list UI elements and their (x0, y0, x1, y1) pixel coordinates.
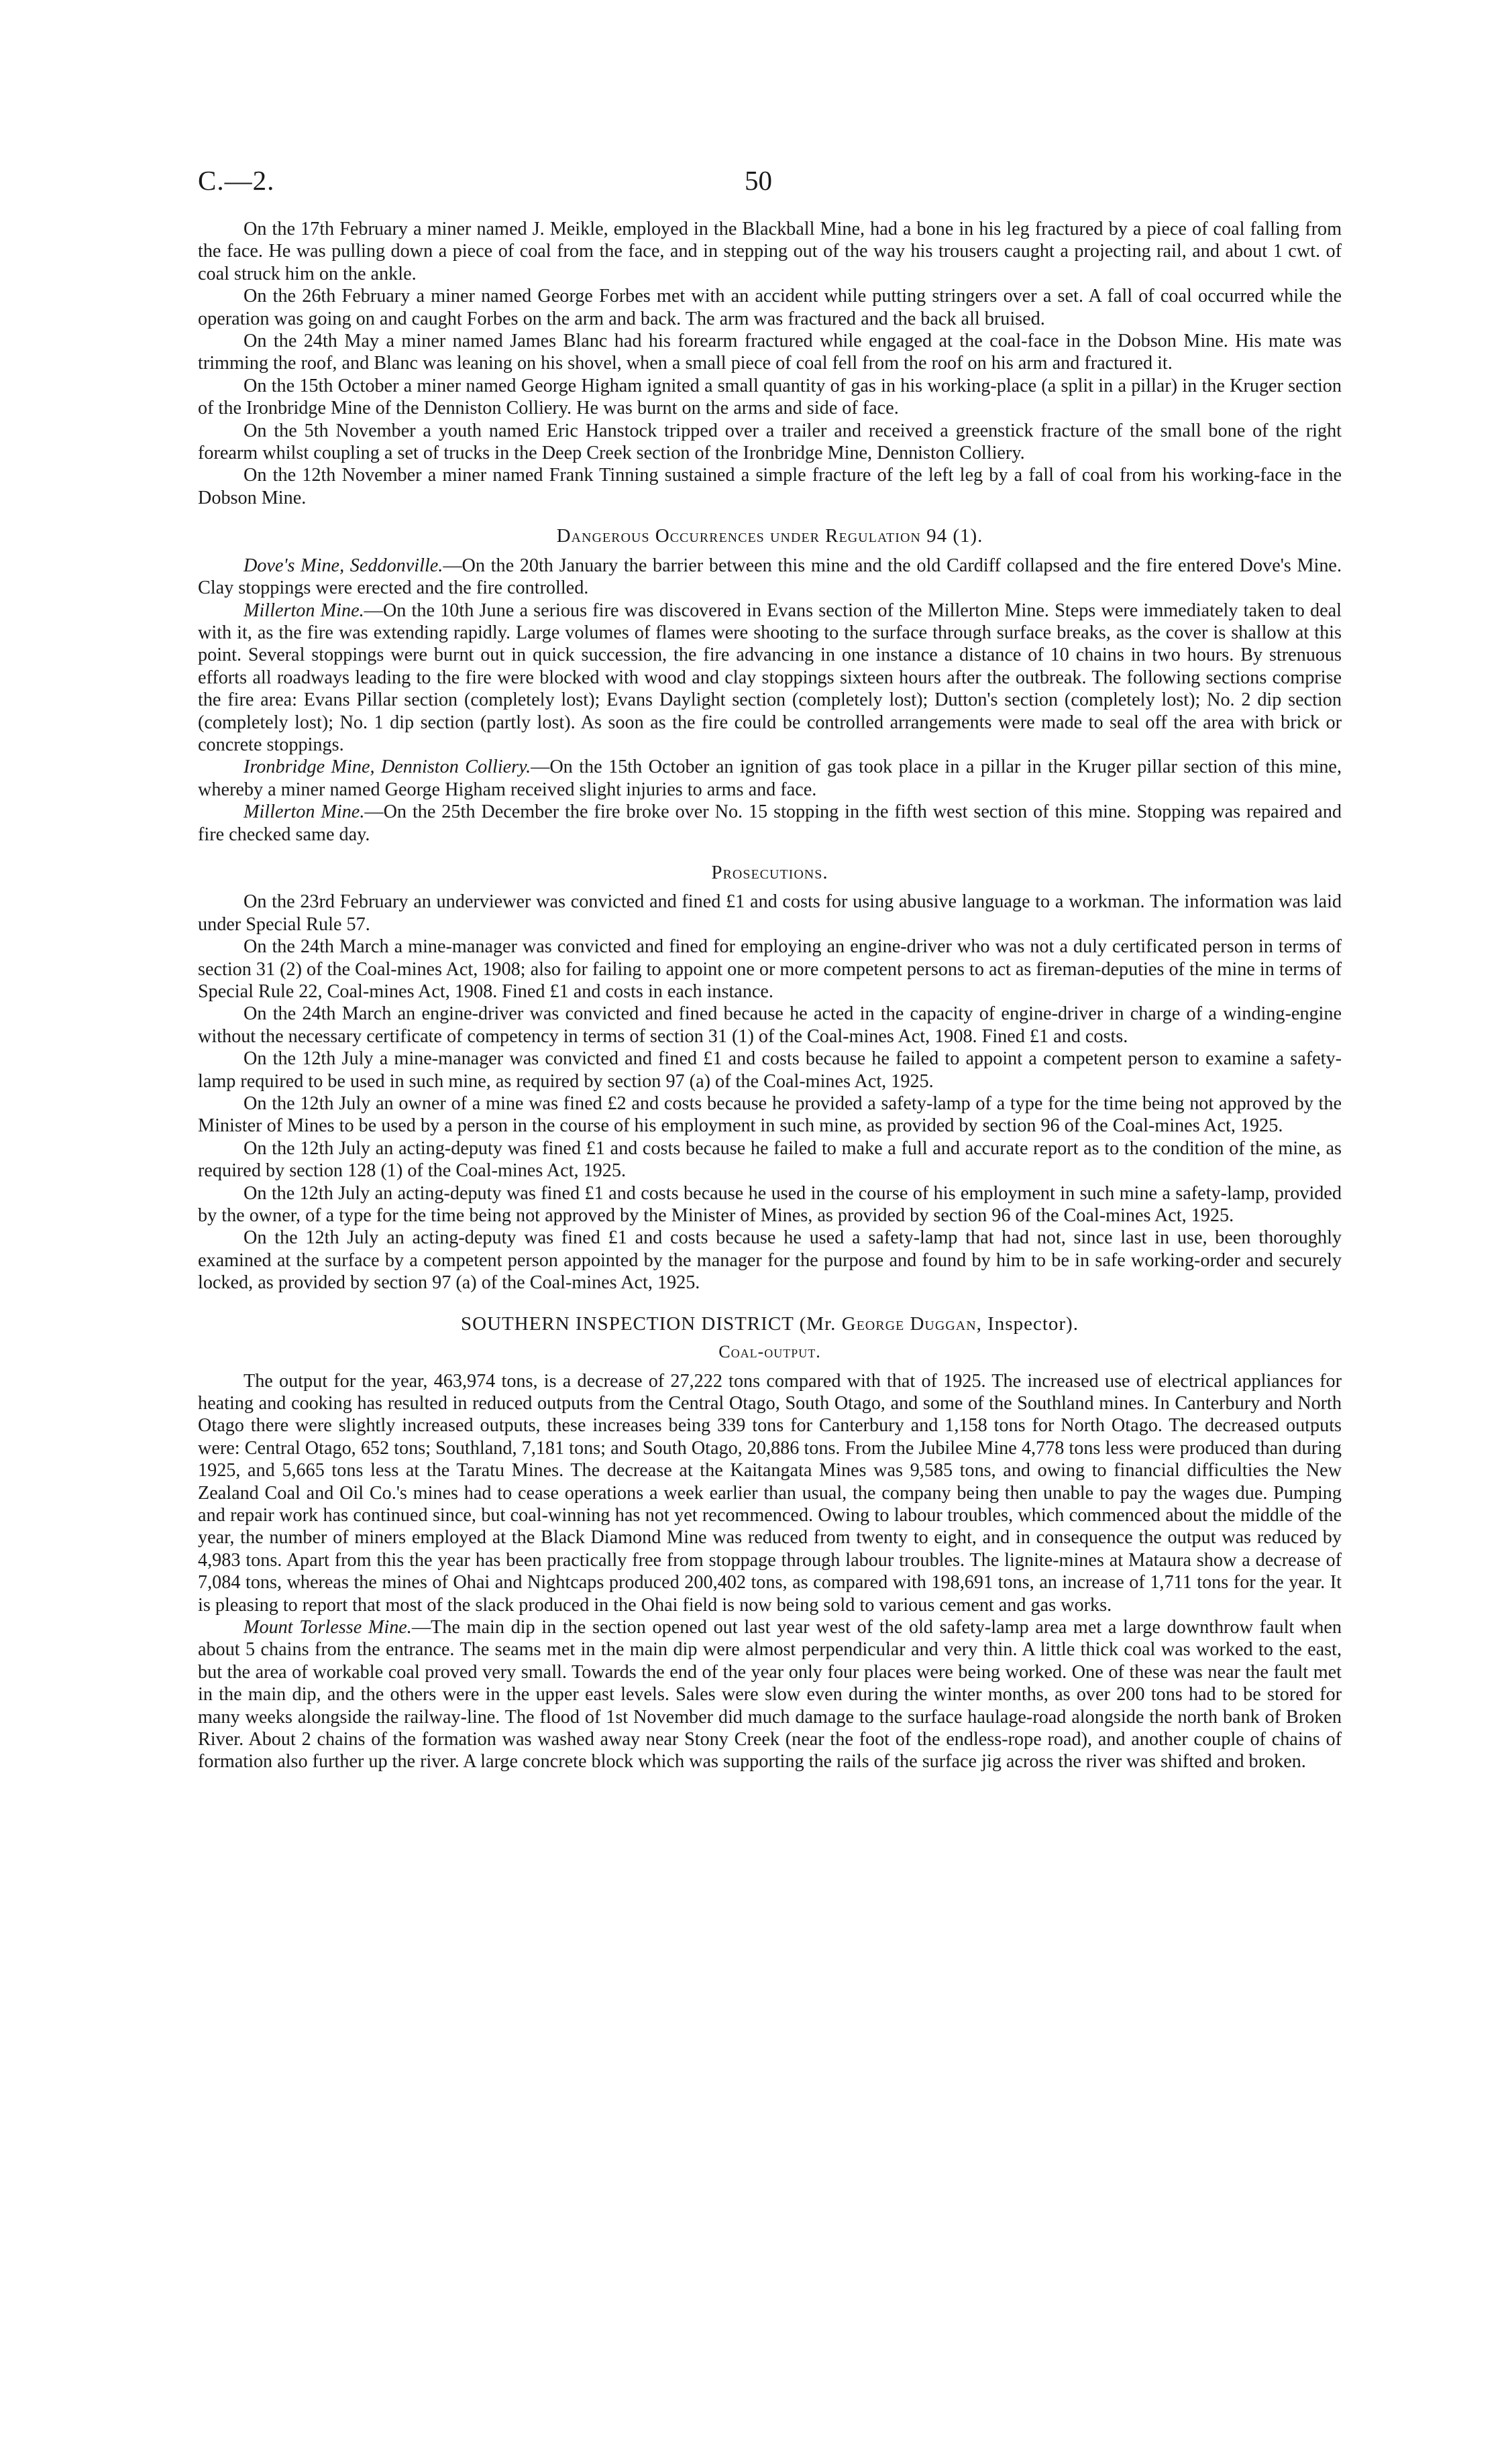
accident-paragraph: On the 17th February a miner named J. Meikle, employed in the Blackball Mine, had a bone in his leg fractured by a piece of coal falling from the face. He was pulling down a piece of coal from the face, and in stepping out of the way his trousers caught a projecting rail, and about 1 cwt. of coal struck him on the ankle. (198, 219, 1342, 284)
dangerous-occurrences-heading: Dangerous Occurrences under Regulation 94 (1). (556, 525, 983, 547)
prosecution-paragraph: On the 12th July an acting-deputy was fined £1 and costs because he used in the course of his employment in such mine a safety-lamp, provided by the owner, of a type for the time being not approved by the Minister of Mines, as provided by section 96 of the Coal-mines Act, 1925. (198, 1182, 1342, 1227)
coal-output-paragraph: The output for the year, 463,974 tons, is a decrease of 27,222 tons compared with that of 1925. The increased use of electrical appliances for heating and cooking has resulted in reduced outputs from the Central Otago, South Otago, and some of the Southland mines. In Canterbury and North Otago there were slightly increased outputs, these increases being 339 tons for Canterbury and 1,158 tons for North Otago. The decreased outputs were: Central Otago, 652 tons; Southland, 7,181 tons; and South Otago, 20,886 tons. From the Jubilee Mine 4,778 tons less were produced than during 1925, and 5,665 tons less at the Taratu Mines. The decrease at the Kaitangata Mines was 9,585 tons, and owing to financial difficulties the New Zealand Coal and Oil Co.'s mines had to cease operations a week earlier than usual, the company being then unable to pay the wages due. Pumping and repair work has continued since, but coal-winning has not yet recommenced. Owing to labour troubles, which commenced about the middle of the year, the number of miners employed at the Black Diamond Mine was reduced from twenty to eight, and in consequence the output was reduced by 4,983 tons. Apart from this the year has been practically free from stoppage through labour troubles. The lignite-mines at Mataura show a decrease of 7,084 tons, whereas the mines of Ohai and Nightcaps produced 200,402 tons, as compared with 198,691 tons, an increase of 1,711 tons for the year. It is pleasing to report that most of the slack produced in the Ohai field is now being sold to various cement and gas works. (198, 1370, 1342, 1616)
occurrence-mine-name: Ironbridge Mine, Denniston Colliery. (244, 757, 531, 778)
page-header (198, 164, 1342, 218)
torlesse-text: —The main dip in the section opened out last year west of the old safety-lamp area met a large downthrow fault when about 5 chains from the entrance. The seams met in the main dip were almost perpendicular and very thin. A little thick coal was worked to the east, but the area of workable coal proved very small. Towards the end of the year only four places were being worked. One of these was near the fault met in the main dip, and the others were in the upper east levels. Sales were slow even during the winter months, as over 200 tons had to be stored for many weeks alongside the railway-line. The flood of 1st November did much damage to the surface haulage-road alongside the north bank of Broken River. About 2 chains of the formation was washed away near Stony Creek (near the foot of the endless-rope road), and another couple of chains of formation also further up the river. A large concrete block which was supporting the rails of the surface jig across the river was shifted and broken. (198, 1616, 1342, 1773)
accident-paragraph: On the 26th February a miner named George Forbes met with an accident while putting stringers over a set. A fall of coal occurred while the operation was going on and caught Forbes on the arm and back. The arm was fractured and the back all bruised. (198, 286, 1342, 329)
document-page (198, 164, 1342, 1773)
occurrence-text: —On the 10th June a serious fire was discovered in Evans section of the Millerton Mine. Steps were immediately taken to deal with it, as the fire was extending rapidly. Large volumes of flames were shooting to the surface through surface breaks, as the cover is shallow at this point. Several stoppings were burnt out in quick succession, the fire advancing in one instance a distance of 10 chains in two hours. By strenuous efforts all roadways leading to the fire were blocked with wood and clay stoppings sixteen hours after the outbreak. The following sections comprise the fire area: Evans Pillar section (completely lost); Evans Daylight section (completely lost); Dutton's section (completely lost); No. 2 dip section (completely lost); No. 1 dip section (partly lost). As soon as the fire could be controlled arrangements were made to seal off the area with brick or concrete stoppings. (198, 600, 1342, 755)
prosecution-paragraph: On the 12th July an owner of a mine was fined £2 and costs because he provided a safety-lamp of a type for the time being not approved by the Minister of Mines to be used by a person in the course of his employment in such mine, as provided by section 96 of the Coal-mines Act, 1925. (198, 1093, 1342, 1137)
occurrence-text: —On the 20th January the barrier between this mine and the old Cardiff collapsed and the fire entered Dove's Mine. Clay stoppings were erected and the fire controlled. (198, 555, 1342, 599)
inspector-open: (Mr. (799, 1312, 842, 1335)
district-heading (198, 1313, 1342, 1335)
occurrence-mine-name: Dove's Mine, Seddonville. (244, 555, 443, 576)
torlesse-paragraph (198, 1616, 1342, 1773)
occurrence-paragraph (198, 801, 1342, 846)
torlesse-mine-name: Mount Torlesse Mine. (244, 1616, 412, 1638)
prosecutions-heading: Prosecutions. (711, 861, 828, 883)
page-number: 50 (745, 165, 772, 196)
occurrence-paragraph (198, 756, 1342, 801)
prosecution-paragraph: On the 24th March an engine-driver was convicted and fined because he acted in the capacity of engine-driver in charge of a winding-engine without the necessary certificate of competency in terms of section 31 (1) of the Coal-mines Act, 1908. Fined £1 and costs. (198, 1003, 1342, 1047)
occurrence-text: —On the 15th October an ignition of gas took place in a pillar in the Kruger pillar section of this mine, whereby a miner named George Higham received slight injuries to arms and face. (198, 757, 1342, 800)
accident-paragraph: On the 15th October a miner named George Higham ignited a small quantity of gas in his working-place (a split in a pillar) in the Kruger section of the Ironbridge Mine of the Denniston Colliery. He was burnt on the arms and side of face. (198, 375, 1342, 419)
accident-paragraph: On the 24th May a miner named James Blanc had his forearm fractured while engaged at the coal-face in the Dobson Mine. His mate was trimming the roof, and Blanc was leaning on his shovel, when a small piece of coal fell from the roof on his arm and fractured it. (198, 331, 1342, 374)
coal-output-heading: Coal-output. (718, 1342, 821, 1362)
accident-paragraph: On the 12th November a miner named Frank Tinning sustained a simple fracture of the left leg by a fall of coal from his working-face in the Dobson Mine. (198, 465, 1342, 508)
occurrence-text: —On the 25th December the fire broke over No. 15 stopping in the fifth west section of this mine. Stopping was repaired and fire checked same day. (198, 801, 1342, 845)
inspector-name: George Duggan (841, 1312, 977, 1335)
prosecution-paragraph: On the 24th March a mine-manager was convicted and fined for employing an engine-driver who was not a duly certificated person in terms of section 31 (2) of the Coal-mines Act, 1908; also for failing to appoint one or more competent persons to act as fireman-deputies of the mine in terms of Special Rule 22, Coal-mines Act, 1908. Fined £1 and costs in each instance. (198, 936, 1342, 1002)
inspector-close: , Inspector). (976, 1312, 1079, 1335)
prosecution-paragraph: On the 12th July an acting-deputy was fined £1 and costs because he used a safety-lamp that had not, since last in use, been thoroughly examined at the surface by a competent person appointed by the manager for the purpose and found by him to be in safe working-order and securely locked, as provided by section 97 (a) of the Coal-mines Act, 1925. (198, 1227, 1342, 1294)
prosecution-paragraph: On the 12th July an acting-deputy was fined £1 and costs because he failed to make a full and accurate report as to the condition of the mine, as required by section 128 (1) of the Coal-mines Act, 1925. (198, 1137, 1342, 1182)
district-title: SOUTHERN INSPECTION DISTRICT (461, 1312, 794, 1335)
document-body (198, 218, 1342, 1773)
accident-paragraph: On the 5th November a youth named Eric Hanstock tripped over a trailer and received a greenstick fracture of the small bone of the right forearm whilst coupling a set of trucks in the Deep Creek section of the Ironbridge Mine, Denniston Colliery. (198, 420, 1342, 464)
occurrence-paragraph (198, 555, 1342, 600)
occurrence-paragraph (198, 600, 1342, 757)
prosecution-paragraph: On the 23rd February an underviewer was convicted and fined £1 and costs for using abusive language to a workman. The information was laid under Special Rule 57. (198, 891, 1342, 935)
prosecution-paragraph: On the 12th July a mine-manager was convicted and fined £1 and costs because he failed to appoint a competent person to examine a safety-lamp required to be used in such mine, as required by section 97 (a) of the Coal-mines Act, 1925. (198, 1048, 1342, 1092)
occurrence-mine-name: Millerton Mine. (244, 801, 365, 823)
occurrence-mine-name: Millerton Mine. (244, 600, 364, 621)
report-reference: C.—2. (198, 165, 275, 196)
